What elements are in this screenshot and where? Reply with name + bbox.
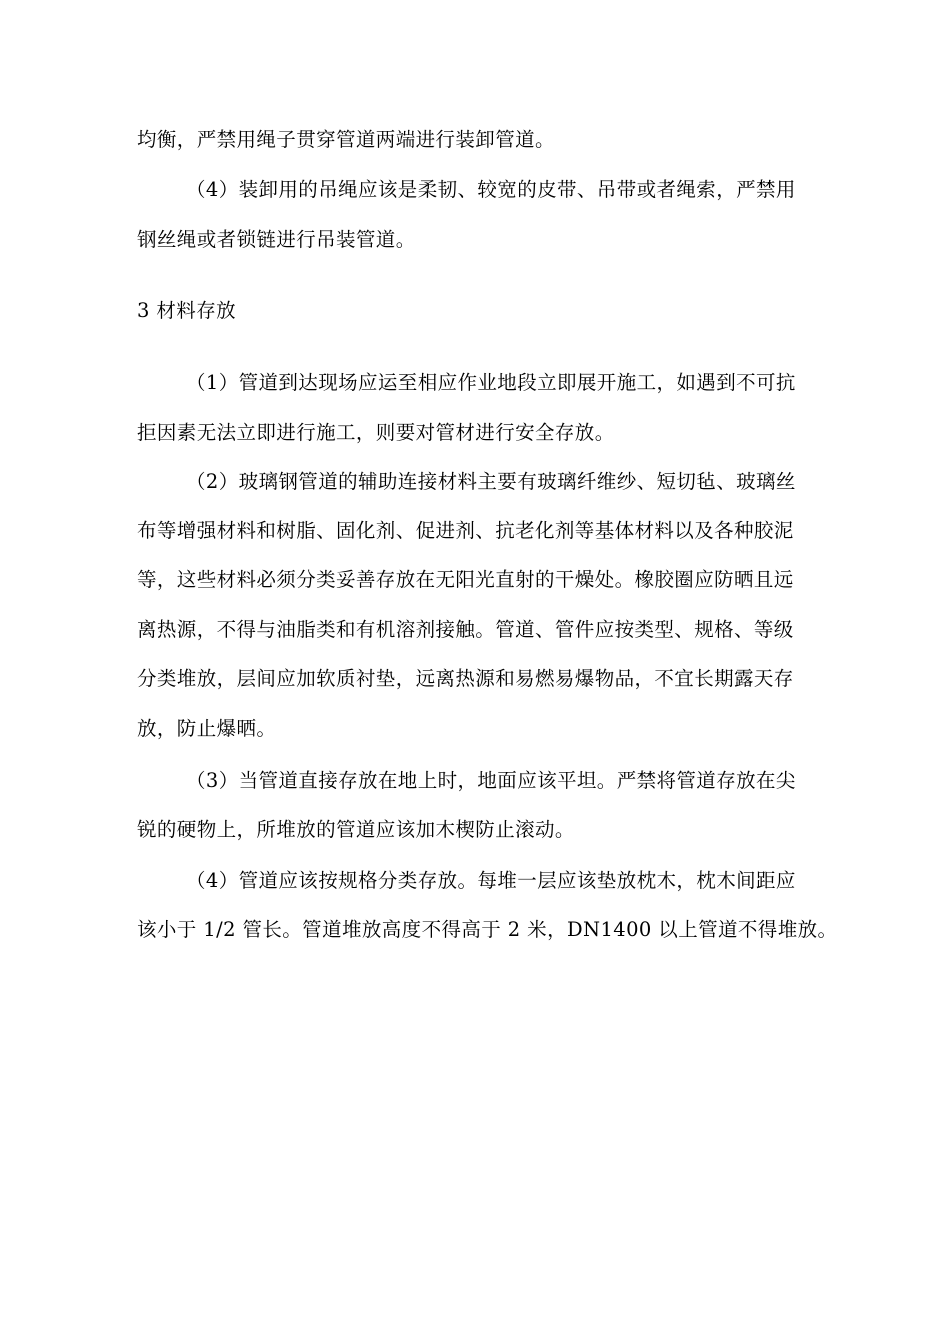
paragraph-line: 拒因素无法立即进行施工，则要对管材进行安全存放。: [137, 421, 615, 444]
section-heading: 3 材料存放: [137, 299, 237, 322]
paragraph-line: （1）管道到达现场应运至相应作业地段立即展开施工，如遇到不可抗: [186, 371, 796, 394]
paragraph-line: 离热源，不得与油脂类和有机溶剂接触。管道、管件应按类型、规格、等级: [137, 618, 794, 641]
paragraph-line: 布等增强材料和树脂、固化剂、促进剂、抗老化剂等基体材料以及各种胶泥: [137, 519, 794, 542]
paragraph-line: （2）玻璃钢管道的辅助连接材料主要有玻璃纤维纱、短切毡、玻璃丝: [186, 470, 796, 493]
paragraph-line: （4）管道应该按规格分类存放。每堆一层应该垫放枕木，枕木间距应: [186, 869, 796, 892]
paragraph-line: 锐的硬物上，所堆放的管道应该加木楔防止滚动。: [137, 818, 575, 841]
paragraph-line: 放，防止爆晒。: [137, 717, 277, 740]
paragraph-line: 分类堆放，层间应加软质衬垫，远离热源和易燃易爆物品，不宜长期露天存: [137, 667, 794, 690]
paragraph-line: 钢丝绳或者锁链进行吊装管道。: [137, 228, 416, 251]
paragraph-line: 等，这些材料必须分类妥善存放在无阳光直射的干燥处。橡胶圈应防晒且远: [137, 568, 794, 591]
paragraph-line: 该小于 1/2 管长。管道堆放高度不得高于 2 米，DN1400 以上管道不得堆放。: [137, 918, 838, 941]
paragraph-line: 均衡，严禁用绳子贯穿管道两端进行装卸管道。: [137, 128, 555, 151]
paragraph-line: （3）当管道直接存放在地上时，地面应该平坦。严禁将管道存放在尖: [186, 769, 796, 792]
paragraph-line: （4）装卸用的吊绳应该是柔韧、较宽的皮带、吊带或者绳索，严禁用: [186, 178, 796, 201]
